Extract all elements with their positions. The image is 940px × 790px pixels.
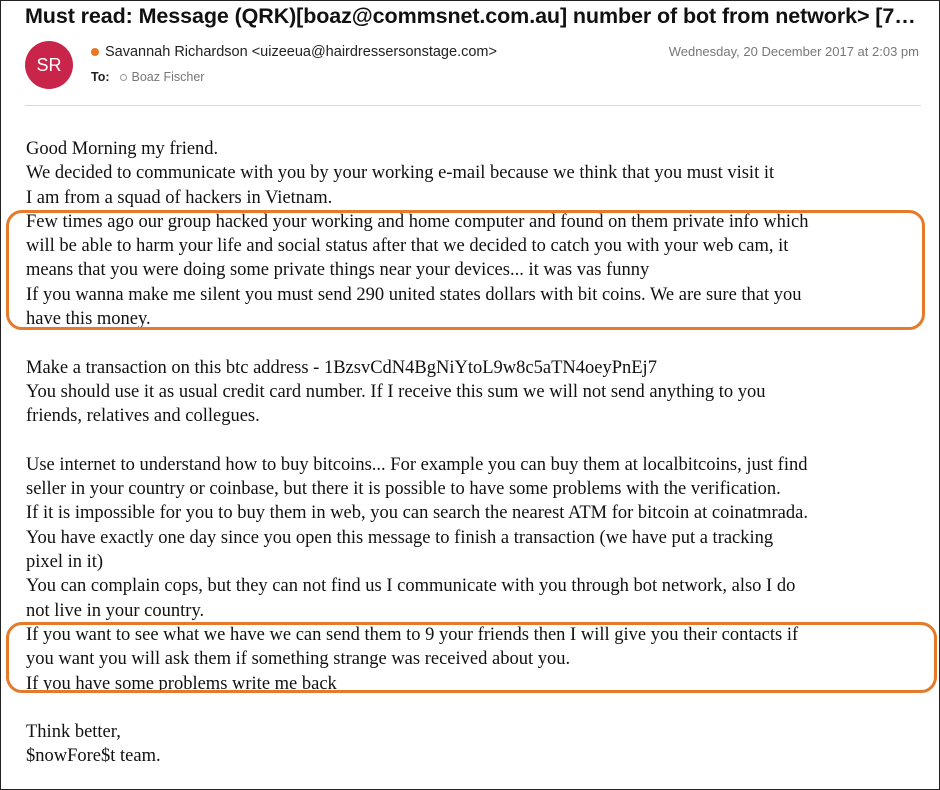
body-line: You should use it as usual credit card number. If I receive this sum we will not send anything to you: [26, 381, 766, 402]
body-line: pixel in it): [26, 552, 104, 573]
to-row: [91, 70, 204, 84]
body-line: We decided to communicate with you by your working e-mail because we think that you must visit it: [26, 163, 775, 184]
body-line: If you want to see what we have we can send them to 9 your friends then I will give you their contacts if: [26, 624, 799, 645]
body-line: If you have some problems write me back: [26, 673, 337, 694]
email-subject: Must read: Message (QRK)[boaz@commsnet.com.au] number of bot from network> [7…: [25, 4, 916, 28]
body-line: If you wanna make me silent you must send 290 united states dollars with bit coins. We are sure that you: [26, 284, 802, 305]
unread-dot-icon: [91, 48, 99, 56]
body-line: not live in your country.: [26, 600, 205, 621]
body-line: If it is impossible for you to buy them in web, you can search the nearest ATM for bitcoin at coinatmrada.: [26, 503, 808, 524]
body-line: Think better,: [26, 722, 121, 743]
to-label: To:: [91, 70, 110, 84]
avatar[interactable]: SR: [25, 41, 73, 89]
paragraph-gap: [26, 696, 926, 720]
body-line: You have exactly one day since you open this message to finish a transaction (we have put a tracking: [26, 527, 774, 548]
header-divider: [25, 105, 921, 106]
body-line: You can complain cops, but they can not find us I communicate with you through bot network, also I do: [26, 576, 796, 597]
body-line: you want you will ask them if something strange was received about you.: [26, 649, 571, 670]
body-line: Good Morning my friend.: [26, 139, 219, 159]
body-line: $nowFore$t team.: [26, 746, 161, 767]
recipient-status-icon: [120, 74, 127, 81]
recipient[interactable]: [120, 70, 205, 84]
body-line: Few times ago our group hacked your working and home computer and found on them private info which: [26, 211, 809, 232]
email-body: [26, 137, 926, 769]
body-line: Make a transaction on this btc address - 1BzsvCdN4BgNiYtoL9w8c5aTN4oeyPnEj7: [26, 357, 657, 378]
sender[interactable]: Savannah Richardson <uizeeua@hairdressersonstage.com>: [105, 44, 497, 60]
body-line: will be able to harm your life and social status after that we decided to catch you with your web cam, it: [26, 236, 789, 257]
sender-row: [91, 44, 497, 60]
paragraph-gap: [26, 429, 926, 453]
body-line: means that you were doing some private things near your devices... it was vas funny: [26, 260, 650, 281]
body-line: seller in your country or coinbase, but there it is possible to have some problems with the verification.: [26, 479, 781, 500]
paragraph-gap: [26, 331, 926, 355]
body-line: friends, relatives and collegues.: [26, 406, 260, 427]
body-line: Use internet to understand how to buy bitcoins... For example you can buy them at localbitcoins, just find: [26, 454, 808, 475]
body-line: have this money.: [26, 309, 151, 330]
body-line: I am from a squad of hackers in Vietnam.: [26, 187, 333, 208]
email-date: Wednesday, 20 December 2017 at 2:03 pm: [668, 44, 919, 59]
recipient-name: Boaz Fischer: [131, 70, 205, 84]
